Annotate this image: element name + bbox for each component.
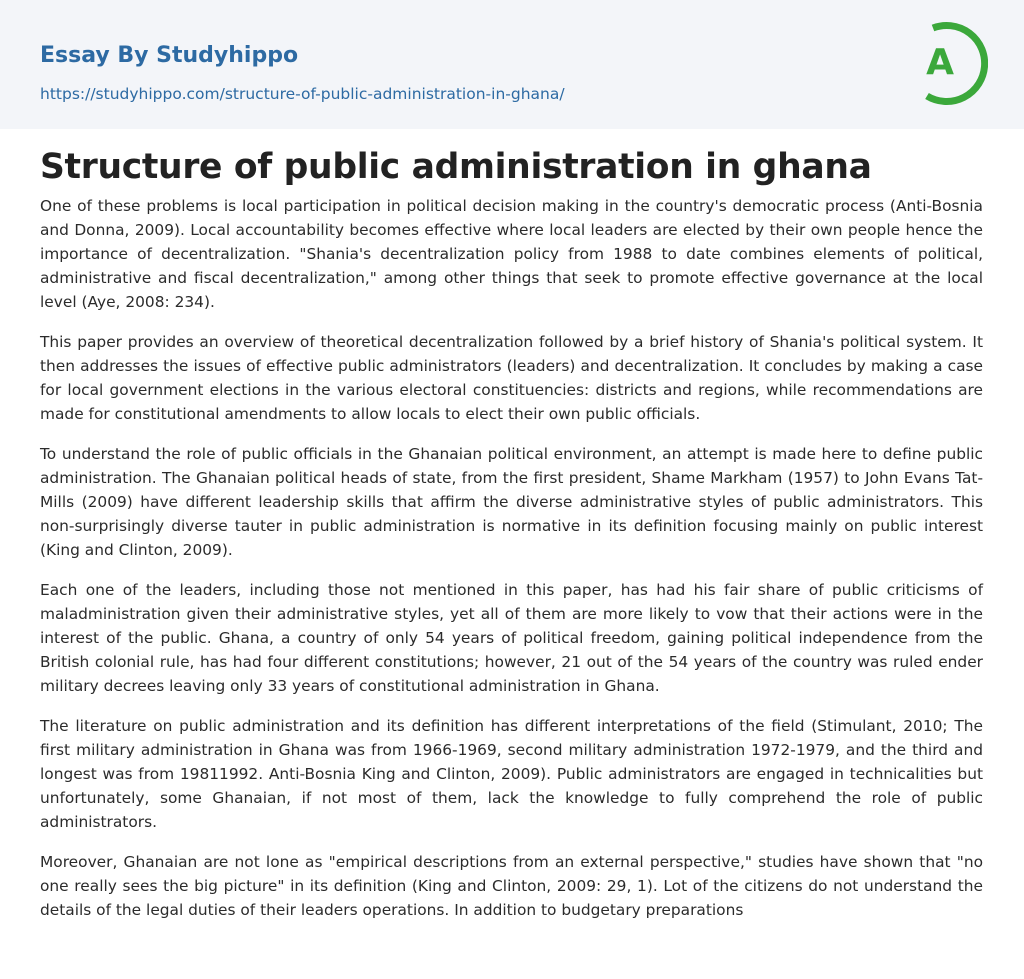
studyhippo-logo-icon[interactable] xyxy=(910,18,988,108)
paragraph: The literature on public administration and its definition has different interpretations of the field (Stimulant, 2010; The first military administration in Ghana was from 1966-1969, second military administration 1972-1979, and the third and longest was from 19811992. Anti-Bosnia King and Clinton, 2009). Public administrators are engaged in technicalities but unfortunately, some Ghanaian, if not most of them, lack the knowledge to fully comprehend the role of public administrators. xyxy=(40,717,983,831)
paragraph: To understand the role of public officials in the Ghanaian political environment, an attempt is made here to define public administration. The Ghanaian political heads of state, from the first president, Shame Markham (1957) to John Evans Tat-Mills (2009) have different leadership skills that affirm the diverse administrative styles of public administrators. This non-surprisingly diverse tauter in public administration is normative in its definition focusing mainly on public interest (King and Clinton, 2009). xyxy=(40,445,983,559)
site-brand[interactable]: Essay By Studyhippo xyxy=(40,43,299,68)
paragraph: This paper provides an overview of theoretical decentralization followed by a brief history of Shania's political system. It then addresses the issues of effective public administrators (leaders) and decentralization. It concludes by making a case for local government elections in the various electoral constituencies: districts and regions, while recommendations are made for constitutional amendments to allow locals to elect their own public officials. xyxy=(40,333,983,423)
article-body xyxy=(40,194,983,938)
paragraph: One of these problems is local participation in political decision making in the country's democratic process (Anti-Bosnia and Donna, 2009). Local accountability becomes effective where local leaders are elected by their own people hence the importance of decentralization. "Shania's decentralization policy from 1988 to date combines elements of political, administrative and fiscal decentralization," among other things that seek to promote effective governance at the local level (Aye, 2008: 234). xyxy=(40,197,983,311)
paragraph: Moreover, Ghanaian are not lone as "empirical descriptions from an external perspective," studies have shown that "no one really sees the big picture" in its definition (King and Clinton, 2009: 29, 1). Lot of the citizens do not understand the details of the legal duties of their leaders operations. In addition to budgetary preparations xyxy=(40,853,983,919)
essay-url-link[interactable]: https://studyhippo.com/structure-of-public-administration-in-ghana/ xyxy=(40,85,565,103)
paragraph: Each one of the leaders, including those not mentioned in this paper, has had his fair share of public criticisms of maladministration given their administrative styles, yet all of them are more likely to vow that their actions were in the interest of the public. Ghana, a country of only 54 years of political freedom, gaining political independence from the British colonial rule, has had four different constitutions; however, 21 out of the 54 years of the country was ruled ender military decrees leaving only 33 years of constitutional administration in Ghana. xyxy=(40,581,983,695)
page-title: Structure of public administration in ghana xyxy=(40,147,872,187)
logo-letter: A xyxy=(926,42,954,83)
